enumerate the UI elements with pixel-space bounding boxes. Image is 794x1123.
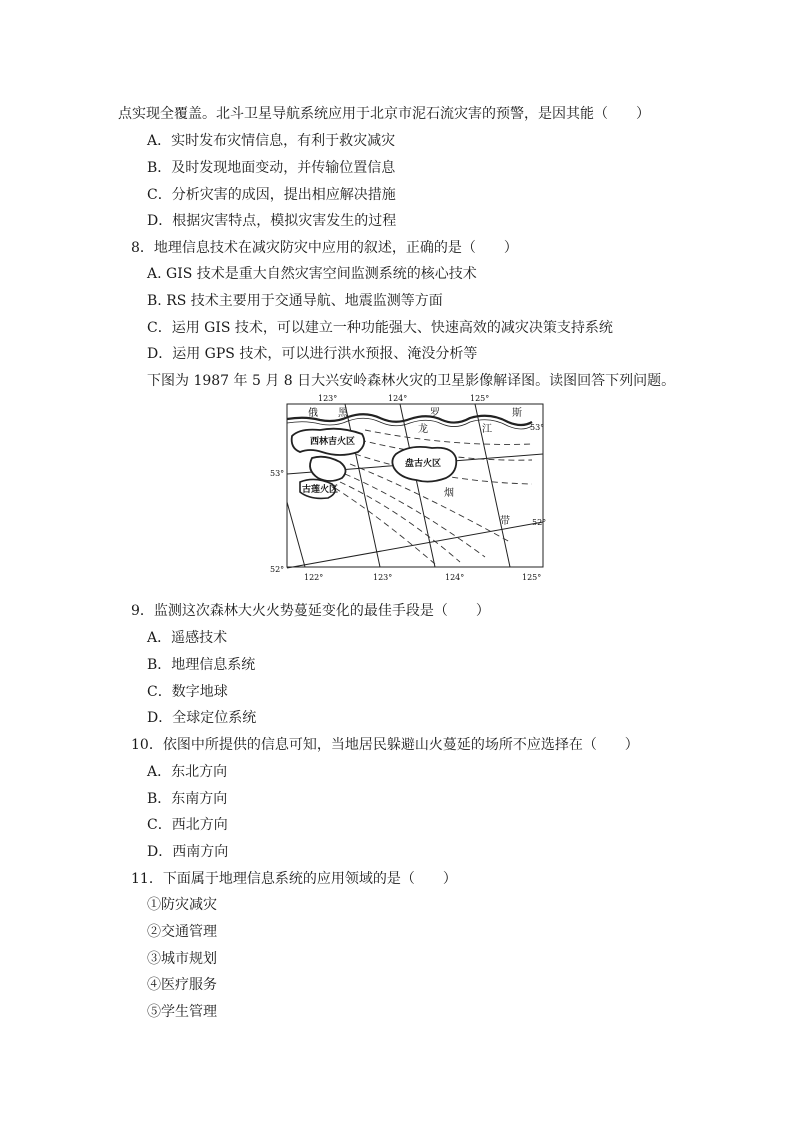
bottom-lon-label-124: 124° — [445, 573, 465, 582]
q9-option-c: C．数字地球 — [147, 684, 228, 700]
bottom-lon-label-125: 125° — [522, 573, 542, 582]
q9-option-d: D．全球定位系统 — [147, 710, 257, 726]
top-lon-label-125: 125° — [470, 394, 490, 403]
q10-option-a: A．东北方向 — [147, 764, 228, 780]
right-lat-label-53: 53° — [530, 423, 545, 432]
q9-option-b: B．地理信息系统 — [147, 657, 256, 673]
pangu-fire-zone-label: 盘古火区 — [405, 459, 442, 469]
bottom-lon-label-122: 122° — [304, 573, 324, 582]
q10-option-c: C．西北方向 — [147, 817, 228, 833]
heilong-char-3: 江 — [482, 424, 492, 435]
q10-option-d: D．西南方向 — [147, 844, 229, 860]
q7-option-c: C．分析灾害的成因，提出相应解决措施 — [147, 187, 396, 203]
top-lon-label-124: 124° — [388, 394, 408, 403]
fire-map-svg — [270, 392, 550, 584]
smoke-char-2: 带 — [500, 516, 510, 527]
q11-item-1: ①防灾减灾 — [147, 897, 217, 913]
bottom-lon-label-123: 123° — [373, 573, 393, 582]
left-lat-label-52: 52° — [270, 565, 285, 574]
russia-char-1: 俄 — [308, 408, 318, 419]
russia-char-3: 斯 — [512, 408, 522, 419]
russia-char-2: 罗 — [430, 408, 440, 419]
fire-map-figure — [270, 392, 550, 584]
xilinji-fire-zone-label: 西林吉火区 — [310, 437, 356, 447]
q10-stem: 10．依图中所提供的信息可知，当地居民躲避山火蔓延的场所不应选择在（ ） — [131, 737, 639, 753]
q8-stem: 8．地理信息技术在减灾防灾中应用的叙述，正确的是（ ） — [131, 240, 518, 256]
q7-option-d: D．根据灾害特点，模拟灾害发生的过程 — [147, 213, 397, 229]
q8-option-d: D．运用 GPS 技术，可以进行洪水预报、淹没分析等 — [147, 346, 478, 362]
q8-option-c: C．运用 GIS 技术，可以建立一种功能强大、快速高效的减灾决策支持系统 — [147, 320, 613, 336]
top-lon-label-123: 123° — [318, 394, 338, 403]
heilong-char-1: 黑 — [338, 408, 348, 419]
q11-item-3: ③城市规划 — [147, 951, 217, 967]
gulian-fire-zone-label: 古莲火区 — [302, 485, 339, 495]
q11-stem: 11．下面属于地理信息系统的应用领域的是（ ） — [131, 871, 457, 887]
q9-option-a: A．遥感技术 — [147, 630, 228, 646]
q9-stem: 9．监测这次森林大火火势蔓延变化的最佳手段是（ ） — [131, 603, 490, 619]
q8-option-b: B. RS 技术主要用于交通导航、地震监测等方面 — [147, 293, 443, 309]
q11-item-2: ②交通管理 — [147, 924, 217, 940]
smoke-char-1: 烟 — [444, 488, 454, 499]
q7-option-a: A．实时发布灾情信息，有利于救灾减灾 — [147, 133, 396, 149]
q7-stem-tail: 点实现全覆盖。北斗卫星导航系统应用于北京市泥石流灾害的预警，是因其能（ ） — [118, 106, 650, 122]
q7-option-b: B．及时发现地面变动，并传输位置信息 — [147, 160, 396, 176]
left-lat-label-53: 53° — [270, 469, 285, 478]
right-lat-label-52: 52° — [532, 518, 547, 527]
map-intro-text: 下图为 1987 年 5 月 8 日大兴安岭森林火灾的卫星影像解译图。读图回答下列问题。 — [147, 373, 676, 389]
q11-item-5: ⑤学生管理 — [147, 1004, 217, 1020]
heilong-char-2: 龙 — [418, 424, 428, 435]
q8-option-a: A. GIS 技术是重大自然灾害空间监测系统的核心技术 — [147, 266, 477, 282]
q10-option-b: B．东南方向 — [147, 791, 228, 807]
q11-item-4: ④医疗服务 — [147, 977, 217, 993]
